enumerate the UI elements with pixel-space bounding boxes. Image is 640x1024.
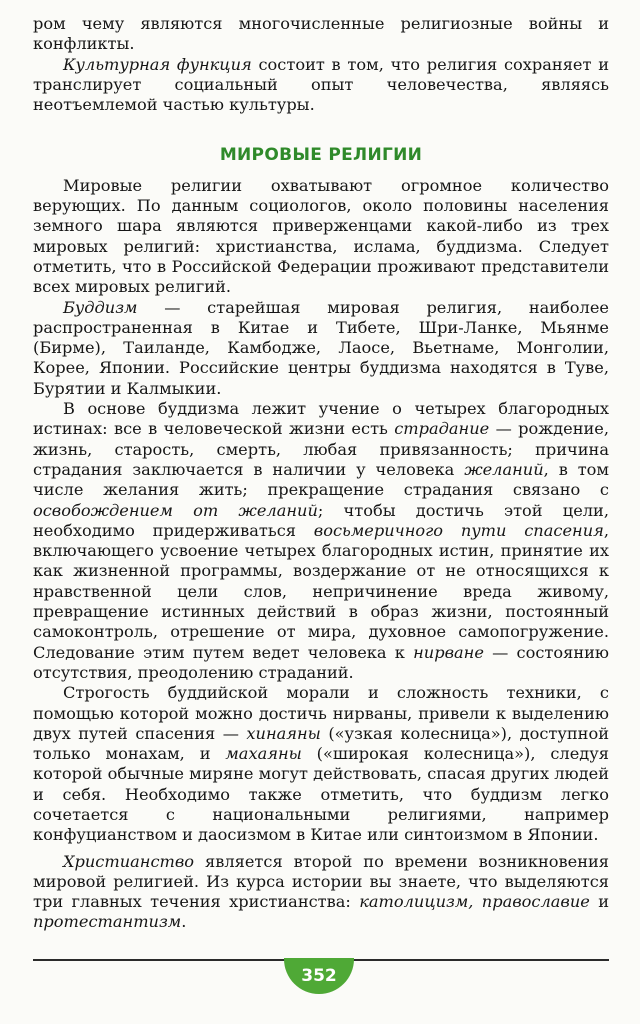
paragraph-text: , в том числе желания жить; прекращение страдания связано с	[33, 459, 610, 500]
term-nirvana: нирване	[413, 642, 484, 662]
paragraph-four-truths	[33, 399, 609, 683]
term-protestantism: протестантизм	[33, 912, 182, 932]
paragraph-text: Строгость буддийской морали и сложность техники, с помощью которой можно достичь нирваны, привели к выделению двух путей спасения —	[33, 683, 609, 743]
paragraph-cultural-function	[33, 55, 609, 116]
paragraph-text: В основе буддизма лежит учение о четырех благородных истинах: все в человеческой жизни есть	[33, 399, 609, 439]
paragraph-buddhism	[33, 298, 609, 399]
term-eightfold-path: восьмеричного пути спасения	[313, 520, 604, 540]
paragraph-text: .	[181, 912, 187, 932]
paragraph-two-paths	[33, 683, 609, 845]
body-text	[33, 14, 609, 933]
paragraph-text: («широкая колесница»), следуя которой обычные миряне могут действовать, спасая других людей и себя. Необходимо также отметить, что буддизм легко сочетается с национальными религиями, например конфуцианством и даосизмом в Китае или синтоизмом в Японии.	[33, 744, 609, 845]
paragraph-text: и	[589, 892, 609, 912]
paragraph-text: Мировые религии охватывают огромное количество верующих. По данным социологов, около половины населения земного шара являются приверженцами какой-либо из трех мировых религий: христианства, ислама, буддизма. Следует отметить, что в Российской Федерации проживают представители всех мировых религий.	[33, 175, 609, 297]
term-catholicism-orthodoxy: католицизм, православие	[359, 892, 590, 912]
paragraph-text: ; чтобы достичь этой цели, необходимо придерживаться	[33, 500, 609, 540]
paragraph-text: ром чему являются многочисленные религиозные войны и конфликты.	[33, 14, 609, 54]
term-cultural-function: Культурная функция	[63, 54, 252, 74]
paragraph-text: является второй по времени возникновения мировой религией. Из курса истории вы знаете, что выделяются три главных течения христианства:	[33, 851, 609, 912]
paragraph-text: («узкая колесница»), доступной только монахам, и	[33, 723, 609, 764]
paragraph-christianity	[33, 852, 609, 933]
term-hinayana: хинаяны	[246, 723, 321, 743]
paragraph-continuation	[33, 14, 609, 55]
paragraph-text: — рождение, жизнь, старость, смерть, любая привязанность; причина страдания заключается в наличии у человека	[33, 419, 610, 479]
term-desires: желаний	[464, 459, 544, 479]
paragraph-text: состоит в том, что религия сохраняет и транслирует социальный опыт человечества, являясь неотъемлемой частью культуры.	[33, 54, 609, 115]
paragraph-world-religions	[33, 176, 609, 298]
paragraph-text: — старейшая мировая религия, наиболее распространенная в Китае и Тибете, Шри-Ланке, Мьянме (Бирме), Таиланде, Камбодже, Лаосе, Вьетнаме, Монголии, Корее, Японии. Российские центры буддизма находятся в Туве, Бурятии и Калмыкии.	[33, 297, 609, 398]
term-buddhism: Буддизм	[63, 297, 138, 317]
section-title: МИРОВЫЕ РЕЛИГИИ	[219, 145, 423, 166]
paragraph-text: — состоянию отсутствия, преодолению страданий.	[33, 642, 609, 682]
term-christianity: Христианство	[63, 851, 195, 871]
term-mahayana: махаяны	[225, 744, 302, 764]
paragraph-text: , включающего усвоение четырех благородных истин, принятие их как жизненной программы, воздержание от не относящихся к нравственной цели слов, непричинение вреда живому, превращение истинных действий в образ жизни, постоянный самоконтроль, отрешение от мира, духовное самопогружение. Следование этим путем ведет человека к	[33, 520, 609, 662]
term-liberation: освобождением от желаний	[33, 500, 318, 520]
page-number-badge: 352	[284, 958, 354, 994]
term-suffering: страдание	[394, 419, 490, 439]
